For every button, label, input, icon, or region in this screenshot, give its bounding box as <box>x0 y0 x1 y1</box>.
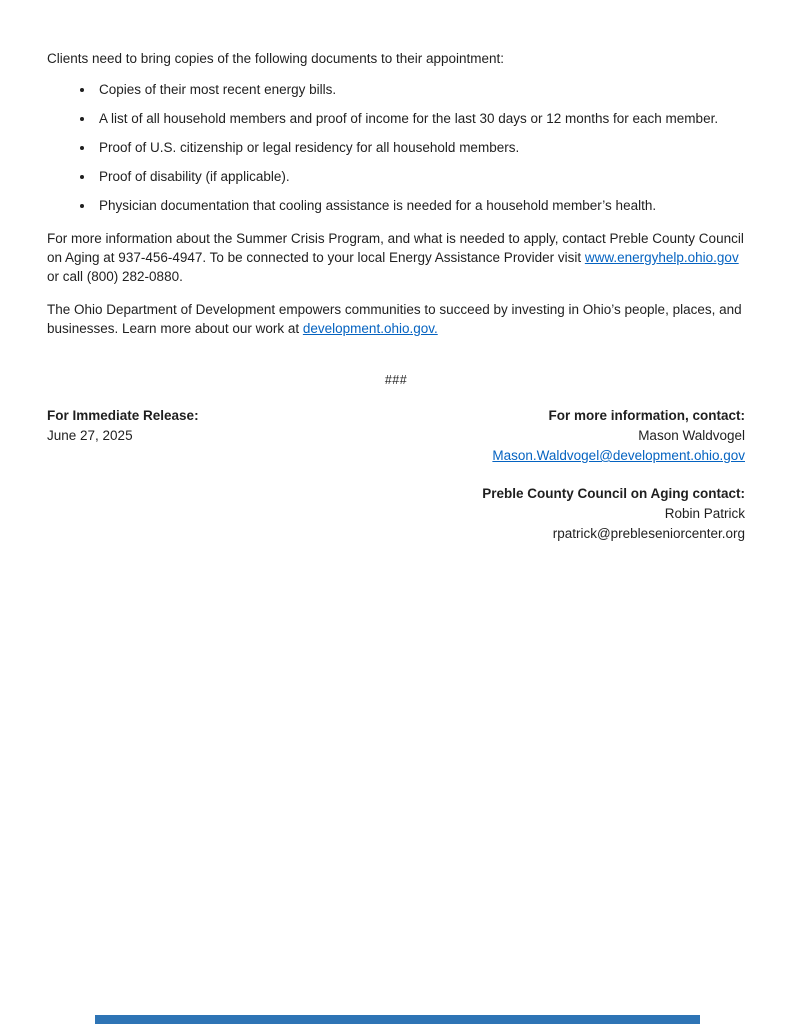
development-ohio-link[interactable]: development.ohio.gov. <box>302 321 438 336</box>
contacts-block <box>482 406 745 544</box>
secondary-contact-heading: Preble County Council on Aging contact: <box>482 486 745 501</box>
list-item: • Proof of disability (if applicable). <box>95 167 745 186</box>
primary-contact-heading: For more information, contact: <box>548 408 745 423</box>
intro-paragraph: Clients need to bring copies of the following documents to their appointment: <box>47 51 505 66</box>
program-info-paragraph <box>47 229 745 286</box>
list-item: • Proof of U.S. citizenship or legal residency for all household members. <box>95 138 745 157</box>
release-date: June 27, 2025 <box>47 428 133 443</box>
program-info-text: For more information about the Summer Crisis Program, and what is needed to apply, contact Preble County Council on Aging at 937-456-4947. To be connected to your local Energy Assistance Provider visit <box>47 231 744 265</box>
primary-contact-name: Mason Waldvogel <box>638 428 745 443</box>
end-marker: ### <box>384 373 408 387</box>
list-item: • A list of all household members and proof of income for the last 30 days or 12 months for each member. <box>95 109 745 128</box>
release-label: For Immediate Release: <box>47 408 199 423</box>
list-item: • Copies of their most recent energy bills. <box>95 80 745 99</box>
program-info-text-after: or call (800) 282-0880. <box>47 269 183 284</box>
secondary-contact-email: rpatrick@prebleseniorcenter.org <box>552 526 745 541</box>
release-block <box>47 406 199 446</box>
required-documents-list <box>47 80 745 215</box>
department-paragraph <box>47 300 745 338</box>
contacts-spacer <box>482 466 745 484</box>
primary-contact-email-link[interactable]: Mason.Waldvogel@development.ohio.gov <box>492 448 745 463</box>
secondary-contact-name: Robin Patrick <box>664 506 745 521</box>
department-text: The Ohio Department of Development empowers communities to succeed by investing in Ohio’s people, places, and businesses. Learn more about our work at <box>47 302 742 336</box>
list-item: • Physician documentation that cooling assistance is needed for a household member’s health. <box>95 196 745 215</box>
footer-accent-bar <box>95 1015 700 1024</box>
release-and-contacts-row <box>47 406 745 544</box>
energyhelp-link[interactable]: www.energyhelp.ohio.gov <box>584 250 739 265</box>
